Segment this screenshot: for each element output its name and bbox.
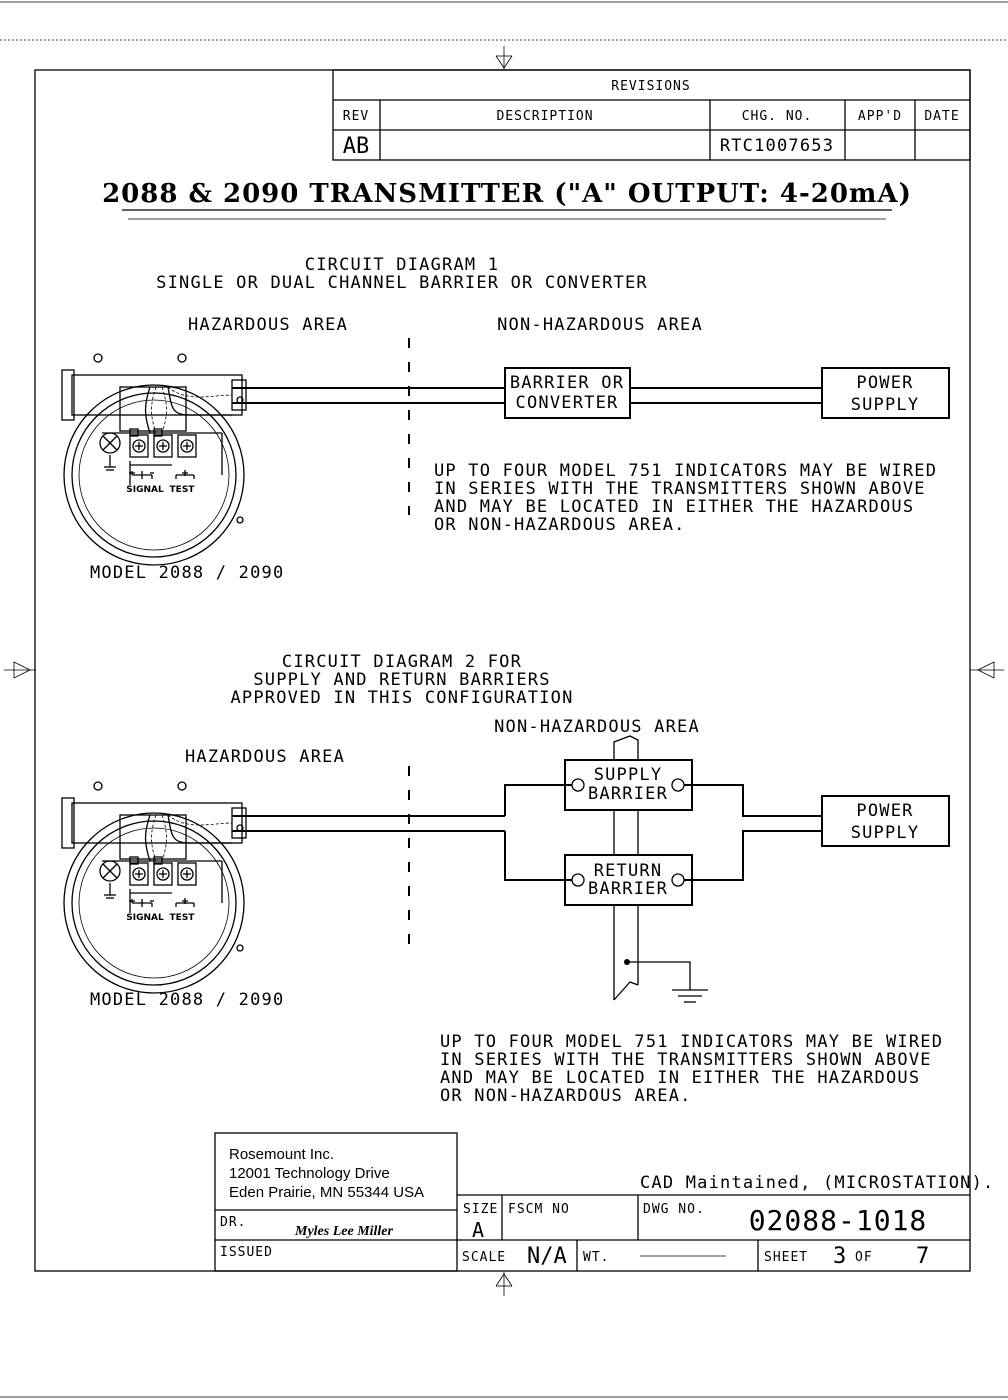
sheet-label: SHEET: [764, 1250, 809, 1265]
diagram1-transmitter: [62, 354, 246, 565]
diagram1-signal-label: SIGNAL: [126, 485, 164, 495]
company-address-1: 12001 Technology Drive: [229, 1165, 390, 1182]
diagram2-wire-supply-to-power: [684, 785, 822, 816]
diagram1-model-label: MODEL 2088 / 2090: [90, 563, 285, 583]
appd-header: APP'D: [857, 109, 903, 124]
center-arrow-bottom: [496, 1272, 512, 1296]
dwg-no-label: DWG NO.: [643, 1202, 705, 1217]
return-terminal-left: [572, 874, 584, 886]
diagram2-wire-to-return: [505, 831, 572, 880]
diagram1-heading-line2: SINGLE OR DUAL CHANNEL BARRIER OR CONVERTER: [156, 273, 648, 293]
company-name: Rosemount Inc.: [229, 1146, 335, 1163]
revisions-table: [333, 70, 970, 160]
dr-label: DR.: [220, 1215, 247, 1230]
diagram2-transmitter: [62, 782, 246, 993]
supply-terminal-left: [572, 779, 584, 791]
diagram2-power-line1: POWER: [856, 801, 914, 821]
diagram2-note-line2: IN SERIES WITH THE TRANSMITTERS SHOWN ABOVE: [440, 1050, 932, 1070]
size-label: SIZE: [463, 1202, 499, 1217]
size-value: A: [472, 1218, 486, 1242]
diagram2-wire-return-to-power: [684, 831, 822, 880]
dwg-no-value: 02088-1018: [748, 1204, 928, 1237]
diagram1-power-line1: POWER: [856, 373, 914, 393]
diagram1-note-line3: AND MAY BE LOCATED IN EITHER THE HAZARDOUS: [434, 497, 915, 517]
rev-header: REV: [342, 109, 370, 124]
diagram2-return-line2: BARRIER: [587, 879, 669, 899]
supply-terminal-right: [672, 779, 684, 791]
diagram2-heading-line1: CIRCUIT DIAGRAM 2 FOR: [281, 652, 523, 672]
diagram1-non-hazardous-label: NON-HAZARDOUS AREA: [497, 315, 703, 335]
fscm-label: FSCM NO: [508, 1202, 570, 1217]
diagram2-return-line1: RETURN: [593, 861, 663, 881]
circuit-diagram-1: [62, 255, 949, 583]
diagram2-non-hazardous-label: NON-HAZARDOUS AREA: [494, 717, 700, 737]
cad-note: CAD Maintained, (MICROSTATION).: [640, 1173, 995, 1193]
drawing-title: 2088 & 2090 TRANSMITTER ("A" OUTPUT: 4-20mA): [102, 179, 912, 209]
wt-label: WT.: [583, 1250, 610, 1265]
diagram1-power-line2: SUPPLY: [850, 395, 920, 415]
return-terminal-right: [672, 874, 684, 886]
of-value: 7: [916, 1244, 930, 1269]
center-arrow-right: [970, 662, 1004, 678]
diagram1-test-label: TEST: [169, 485, 195, 495]
diagram2-heading-line2: SUPPLY AND RETURN BARRIERS: [253, 670, 551, 690]
diagram1-note-line1: UP TO FOUR MODEL 751 INDICATORS MAY BE WIRED: [434, 461, 938, 481]
diagram1-barrier-line2: CONVERTER: [515, 393, 619, 413]
rev-value: AB: [342, 134, 370, 159]
diagram2-signal-label: SIGNAL: [126, 913, 164, 923]
circuit-diagram-2: [62, 652, 949, 1106]
chg-no-value: RTC1007653: [719, 136, 835, 156]
center-arrow-left: [4, 662, 36, 678]
diagram1-note-line2: IN SERIES WITH THE TRANSMITTERS SHOWN ABOVE: [434, 479, 926, 499]
chg-no-header: CHG. NO.: [741, 109, 813, 124]
diagram1-note-line4: OR NON-HAZARDOUS AREA.: [434, 515, 686, 535]
diagram2-note-line4: OR NON-HAZARDOUS AREA.: [440, 1086, 692, 1106]
diagram2-supply-line1: SUPPLY: [593, 765, 663, 785]
diagram1-heading-line1: CIRCUIT DIAGRAM 1: [304, 255, 500, 275]
diagram2-model-label: MODEL 2088 / 2090: [90, 990, 285, 1010]
issued-label: ISSUED: [220, 1245, 273, 1260]
diagram1-barrier-line1: BARRIER OR: [509, 373, 625, 393]
title-block: [215, 1133, 994, 1271]
revisions-title: REVISIONS: [611, 79, 691, 94]
diagram2-supply-line2: BARRIER: [587, 784, 669, 804]
diagram2-power-line2: SUPPLY: [850, 823, 920, 843]
diagram2-hazardous-label: HAZARDOUS AREA: [184, 747, 346, 767]
diagram2-shield-top: [614, 736, 638, 760]
center-arrow-top: [496, 46, 512, 70]
diagram2-note-line3: AND MAY BE LOCATED IN EITHER THE HAZARDOUS: [440, 1068, 921, 1088]
description-header: DESCRIPTION: [496, 109, 594, 124]
drawn-by-signature: Myles Lee Miller: [295, 1224, 393, 1239]
diagram2-heading-line3: APPROVED IN THIS CONFIGURATION: [230, 688, 574, 708]
of-label: OF: [855, 1250, 873, 1265]
diagram2-wire-to-supply: [505, 785, 572, 816]
diagram2-note-line1: UP TO FOUR MODEL 751 INDICATORS MAY BE WIRED: [440, 1032, 944, 1052]
date-header: DATE: [924, 109, 960, 124]
diagram2-ground-wire: [627, 962, 690, 990]
scale-label: SCALE: [462, 1250, 507, 1265]
scale-value: N/A: [527, 1244, 567, 1269]
diagram2-shield-bottom: [614, 982, 638, 1000]
sheet-value: 3: [833, 1244, 847, 1269]
diagram2-test-label: TEST: [169, 913, 195, 923]
diagram1-hazardous-label: HAZARDOUS AREA: [187, 315, 349, 335]
company-address-2: Eden Prairie, MN 55344 USA: [229, 1184, 425, 1201]
